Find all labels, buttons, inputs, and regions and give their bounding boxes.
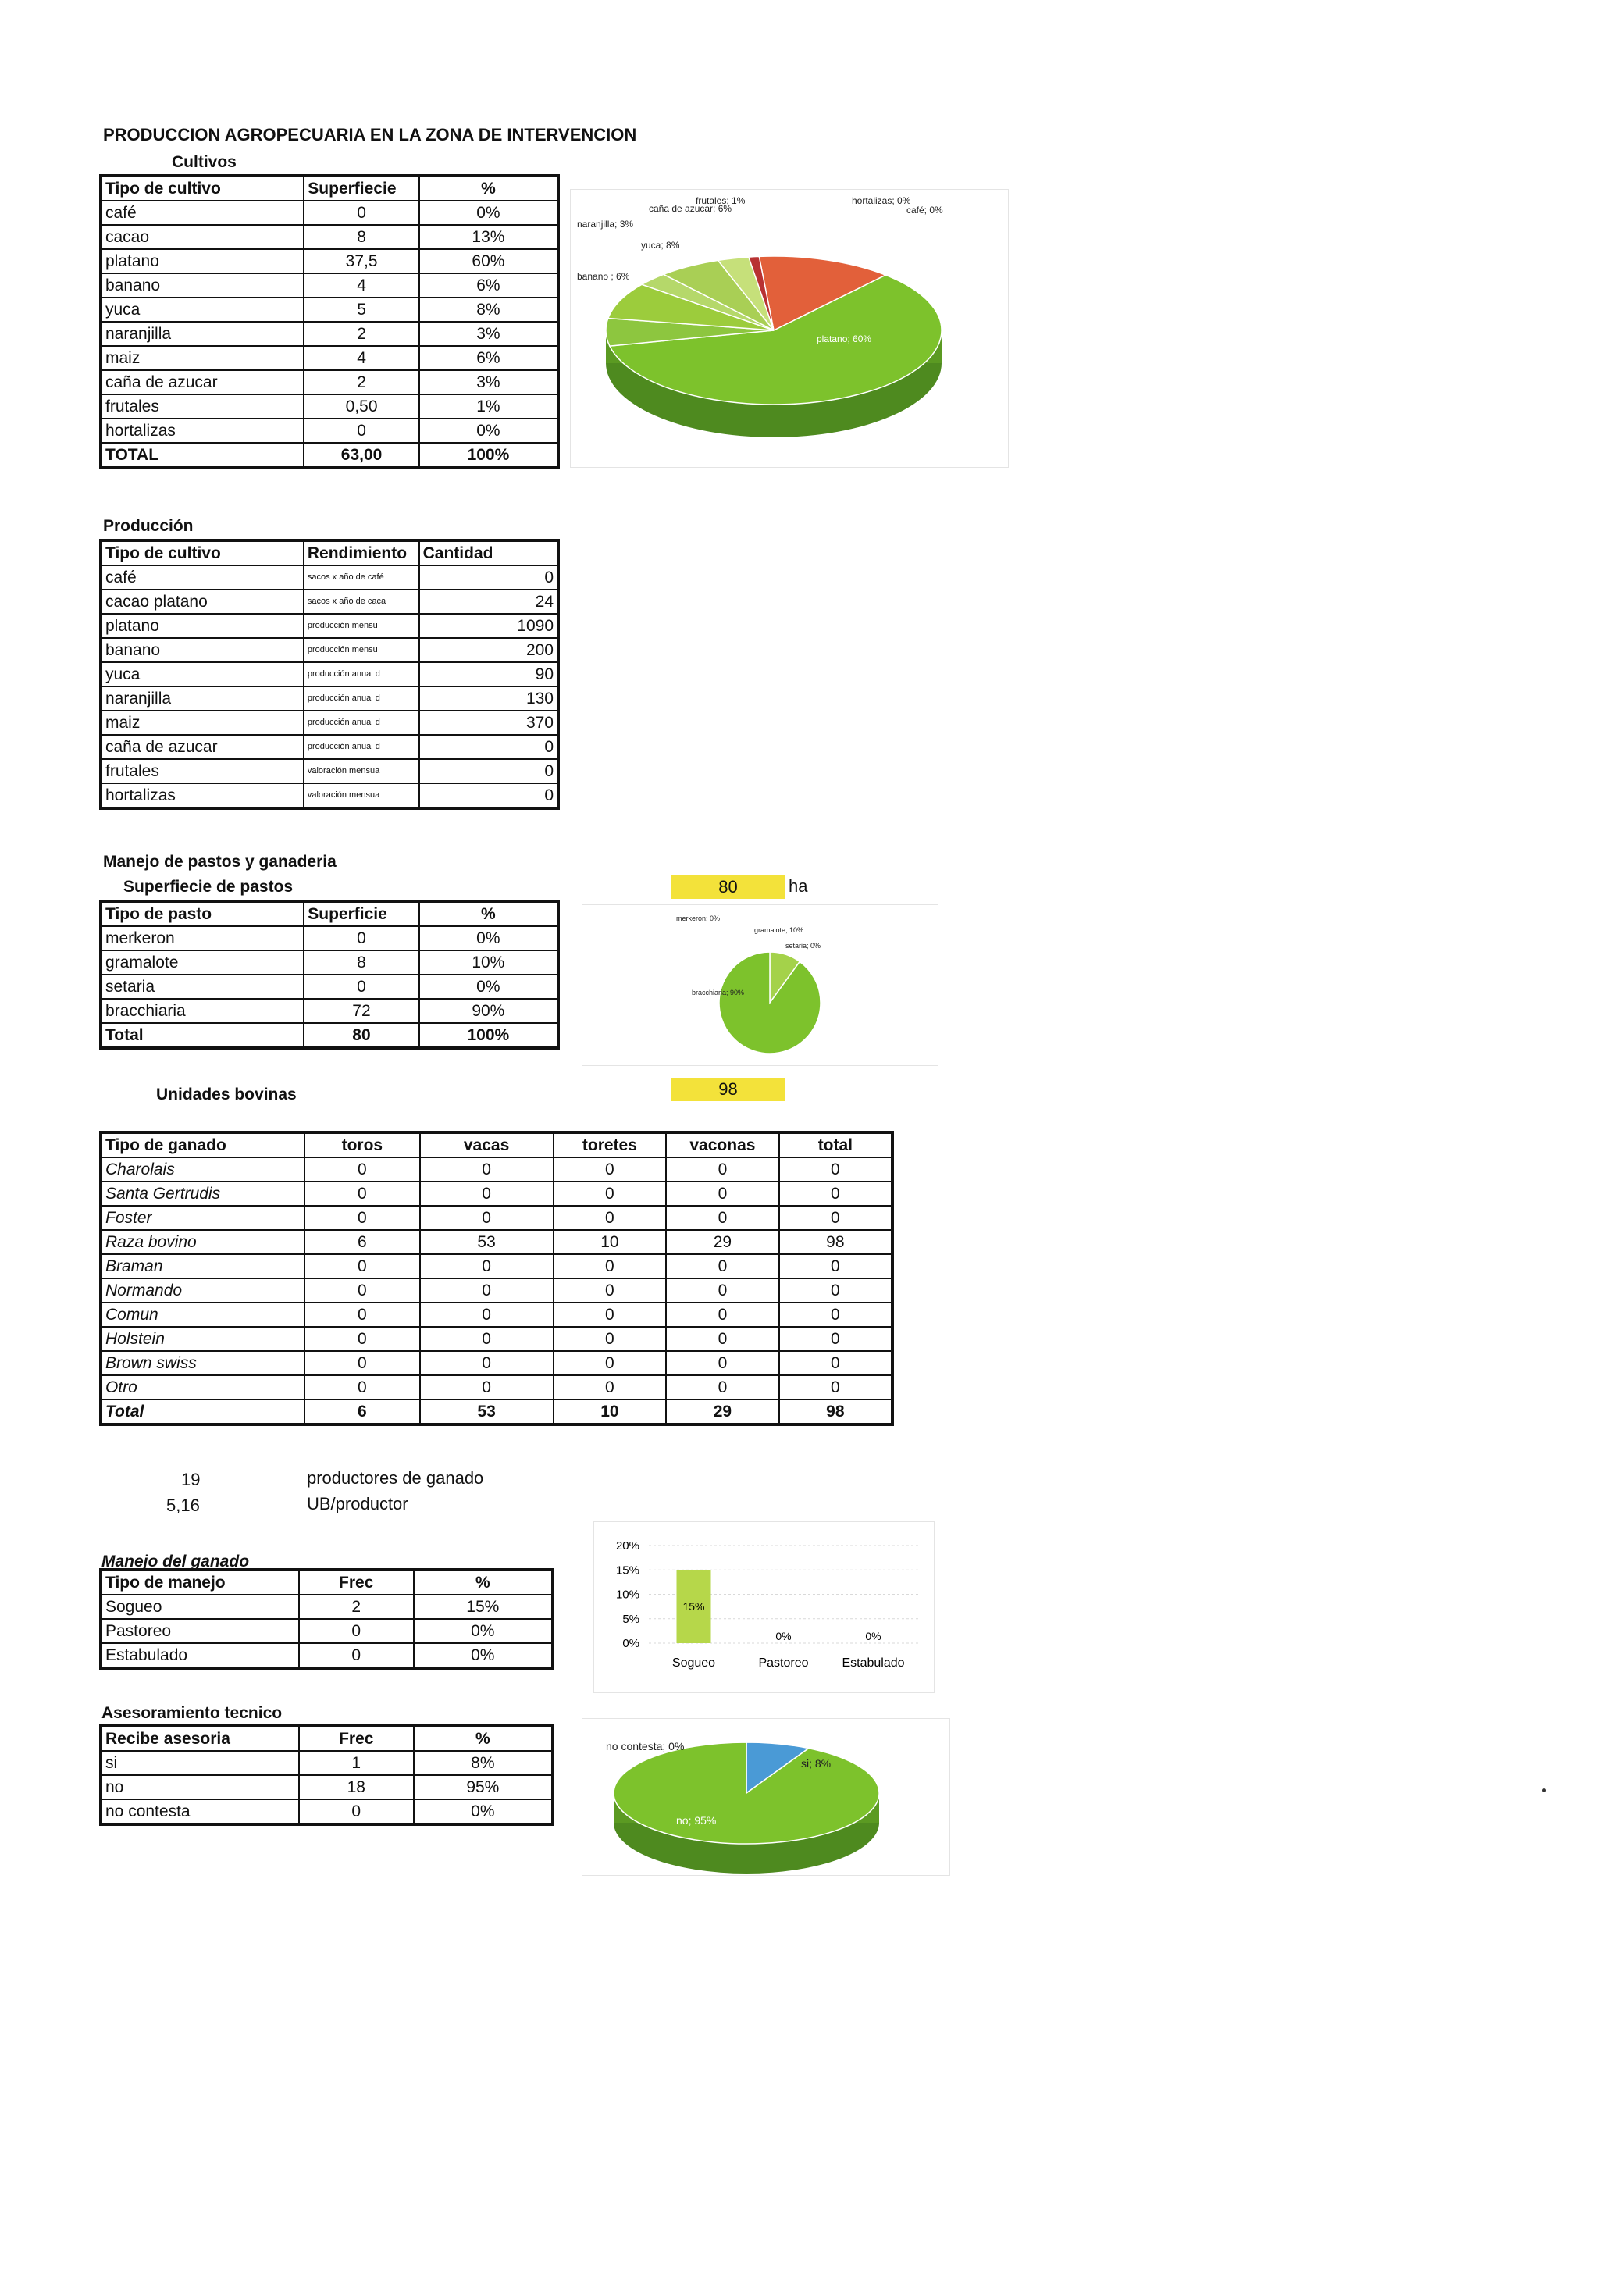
table-cell: 0 bbox=[420, 1182, 554, 1206]
table-cell: Holstein bbox=[101, 1327, 304, 1351]
table-cell: 0 bbox=[299, 1643, 414, 1668]
produccion-column-header: Tipo de cultivo bbox=[101, 540, 304, 565]
table-cell: no bbox=[101, 1775, 299, 1799]
table-cell: 15% bbox=[414, 1595, 553, 1619]
table-cell: hortalizas bbox=[101, 419, 304, 443]
bovinos-column-header: vaconas bbox=[666, 1132, 779, 1157]
table-cell: setaria bbox=[101, 975, 304, 999]
table-cell: 0 bbox=[554, 1254, 666, 1278]
table-cell: 0 bbox=[779, 1351, 892, 1375]
table-cell: 0 bbox=[554, 1327, 666, 1351]
table-cell: 0 bbox=[304, 1157, 419, 1182]
table-cell: 8% bbox=[419, 298, 558, 322]
table-row bbox=[101, 1595, 553, 1619]
table-cell: 0 bbox=[554, 1375, 666, 1399]
pastos-total-unit: ha bbox=[789, 876, 808, 896]
pastos-pie-svg bbox=[582, 905, 938, 1065]
table-row bbox=[101, 735, 558, 759]
table-cell: 10% bbox=[419, 950, 558, 975]
produccion-header-row bbox=[101, 540, 558, 565]
produccion-column-header: Rendimiento bbox=[304, 540, 419, 565]
table-cell: 95% bbox=[414, 1775, 553, 1799]
table-cell: 0 bbox=[420, 1351, 554, 1375]
table-cell: 0 bbox=[420, 1278, 554, 1303]
table-cell: 37,5 bbox=[304, 249, 419, 273]
pie-data-label: platano; 60% bbox=[817, 333, 872, 344]
table-cell: 10 bbox=[554, 1230, 666, 1254]
table-cell: 0 bbox=[420, 1375, 554, 1399]
table-cell: 0 bbox=[779, 1206, 892, 1230]
table-cell: 0 bbox=[420, 1254, 554, 1278]
table-cell: 1 bbox=[299, 1751, 414, 1775]
table-cell: 0% bbox=[414, 1619, 553, 1643]
table-cell: 8 bbox=[304, 950, 418, 975]
table-cell: 0 bbox=[419, 783, 558, 808]
table-row bbox=[101, 249, 558, 273]
pastos-subtitle: Superfiecie de pastos bbox=[123, 878, 294, 896]
table-cell: 0 bbox=[304, 926, 418, 950]
table-cell: yuca bbox=[101, 662, 304, 686]
table-cell: 0 bbox=[304, 1303, 419, 1327]
pastos-header-row bbox=[101, 901, 558, 926]
table-cell: 4 bbox=[304, 273, 419, 298]
table-cell: 2 bbox=[299, 1595, 414, 1619]
cultivos-pie-chart bbox=[570, 189, 1009, 468]
table-cell: 0 bbox=[666, 1157, 779, 1182]
table-cell: Total bbox=[101, 1023, 304, 1048]
table-cell: 0 bbox=[420, 1303, 554, 1327]
manejo-bar-svg bbox=[594, 1522, 934, 1692]
table-cell: 53 bbox=[420, 1230, 554, 1254]
table-cell: 0 bbox=[304, 1375, 419, 1399]
table-cell: 0 bbox=[666, 1182, 779, 1206]
pie-data-label: banano ; 6% bbox=[577, 271, 630, 282]
bovinos-column-header: toros bbox=[304, 1132, 419, 1157]
table-cell: caña de azucar bbox=[101, 370, 304, 394]
table-cell: Brown swiss bbox=[101, 1351, 304, 1375]
table-cell: 0 bbox=[420, 1157, 554, 1182]
produccion-table bbox=[99, 539, 560, 810]
table-cell: café bbox=[101, 201, 304, 225]
table-cell: 0 bbox=[779, 1375, 892, 1399]
pastos-section-title: Manejo de pastos y ganaderia bbox=[103, 853, 337, 871]
table-cell: Foster bbox=[101, 1206, 304, 1230]
pie-slice-no bbox=[614, 1742, 879, 1844]
table-cell: 5 bbox=[304, 298, 419, 322]
table-cell: 90% bbox=[419, 999, 558, 1023]
table-cell: frutales bbox=[101, 759, 304, 783]
table-row bbox=[101, 1182, 892, 1206]
pastos-table bbox=[99, 900, 560, 1050]
table-row bbox=[101, 565, 558, 590]
table-cell: 0 bbox=[666, 1327, 779, 1351]
table-row bbox=[101, 1303, 892, 1327]
table-cell: 0% bbox=[419, 419, 558, 443]
table-cell: 0% bbox=[414, 1799, 553, 1824]
table-cell: 3% bbox=[419, 370, 558, 394]
table-row bbox=[101, 1278, 892, 1303]
table-cell: 0 bbox=[666, 1278, 779, 1303]
pie-data-label: caña de azucar; 6% bbox=[649, 203, 732, 214]
table-cell: 6% bbox=[419, 346, 558, 370]
table-cell: naranjilla bbox=[101, 322, 304, 346]
table-cell: maiz bbox=[101, 711, 304, 735]
table-row bbox=[101, 1375, 892, 1399]
table-cell: Otro bbox=[101, 1375, 304, 1399]
pie-data-label: setaria; 0% bbox=[785, 942, 821, 950]
table-cell: producción mensu bbox=[304, 638, 419, 662]
table-cell: 0 bbox=[666, 1351, 779, 1375]
table-row bbox=[101, 1619, 553, 1643]
table-cell: 0 bbox=[419, 735, 558, 759]
table-cell: Comun bbox=[101, 1303, 304, 1327]
table-cell: yuca bbox=[101, 298, 304, 322]
stat-ub-value: 5,16 bbox=[166, 1496, 200, 1515]
table-cell: 6 bbox=[304, 1399, 419, 1424]
table-row bbox=[101, 950, 558, 975]
table-cell: 200 bbox=[419, 638, 558, 662]
table-cell: 0 bbox=[554, 1351, 666, 1375]
table-row bbox=[101, 394, 558, 419]
cultivos-subtitle: Cultivos bbox=[172, 153, 237, 171]
bovinos-header-row bbox=[101, 1132, 892, 1157]
table-cell: cacao platano bbox=[101, 590, 304, 614]
pie-data-label: hortalizas; 0% bbox=[852, 195, 911, 206]
table-cell: 8 bbox=[304, 225, 419, 249]
table-row bbox=[101, 225, 558, 249]
table-cell: 100% bbox=[419, 1023, 558, 1048]
table-cell: Raza bovino bbox=[101, 1230, 304, 1254]
table-row bbox=[101, 783, 558, 808]
table-row bbox=[101, 1751, 553, 1775]
pie-data-label: naranjilla; 3% bbox=[577, 219, 634, 230]
table-row bbox=[101, 1327, 892, 1351]
table-cell: 0 bbox=[554, 1206, 666, 1230]
stray-dot bbox=[1542, 1788, 1546, 1792]
stat-ub-label: UB/productor bbox=[307, 1494, 408, 1513]
bovinos-column-header: vacas bbox=[420, 1132, 554, 1157]
table-cell: 130 bbox=[419, 686, 558, 711]
manejo-table bbox=[99, 1568, 554, 1670]
table-cell: 0 bbox=[304, 1278, 419, 1303]
asesoramiento-column-header: Frec bbox=[299, 1726, 414, 1751]
bar-data-label: 15% bbox=[682, 1600, 705, 1613]
table-cell: 0% bbox=[414, 1643, 553, 1668]
table-cell: 98 bbox=[779, 1399, 892, 1424]
table-row bbox=[101, 322, 558, 346]
table-cell: 0 bbox=[779, 1182, 892, 1206]
table-cell: banano bbox=[101, 273, 304, 298]
table-cell: 6% bbox=[419, 273, 558, 298]
table-cell: 29 bbox=[666, 1399, 779, 1424]
table-cell: cacao bbox=[101, 225, 304, 249]
stat-productores-value: 19 bbox=[181, 1470, 201, 1489]
cultivos-table bbox=[99, 174, 560, 469]
table-cell: 80 bbox=[304, 1023, 418, 1048]
table-row bbox=[101, 273, 558, 298]
pastos-total-row bbox=[101, 1023, 558, 1048]
table-cell: Normando bbox=[101, 1278, 304, 1303]
cultivos-column-header: Tipo de cultivo bbox=[101, 176, 304, 201]
asesoramiento-column-header: Recibe asesoria bbox=[101, 1726, 299, 1751]
table-cell: 0,50 bbox=[304, 394, 419, 419]
bar-data-label: 0% bbox=[865, 1630, 881, 1642]
table-cell: banano bbox=[101, 638, 304, 662]
bovinos-table bbox=[99, 1131, 894, 1426]
table-cell: 0 bbox=[666, 1206, 779, 1230]
table-cell: 1090 bbox=[419, 614, 558, 638]
pie-data-label: si; 8% bbox=[801, 1757, 832, 1770]
table-cell: 0 bbox=[779, 1254, 892, 1278]
y-tick-label: 5% bbox=[622, 1612, 639, 1626]
table-cell: 3% bbox=[419, 322, 558, 346]
manejo-header-row bbox=[101, 1570, 553, 1595]
bovinos-column-header: total bbox=[779, 1132, 892, 1157]
cultivos-pie-svg bbox=[571, 190, 1008, 467]
table-cell: 0 bbox=[666, 1254, 779, 1278]
table-row bbox=[101, 926, 558, 950]
table-row bbox=[101, 419, 558, 443]
table-cell: 0 bbox=[666, 1303, 779, 1327]
manejo-column-header: Frec bbox=[299, 1570, 414, 1595]
table-row bbox=[101, 1351, 892, 1375]
table-cell: 29 bbox=[666, 1230, 779, 1254]
table-cell: bracchiaria bbox=[101, 999, 304, 1023]
table-cell: 53 bbox=[420, 1399, 554, 1424]
cultivos-header-row bbox=[101, 176, 558, 201]
table-cell: TOTAL bbox=[101, 443, 304, 468]
table-cell: 0 bbox=[419, 759, 558, 783]
x-tick-label: Estabulado bbox=[842, 1656, 905, 1670]
pie-data-label: no; 95% bbox=[676, 1814, 717, 1827]
table-cell: 0 bbox=[304, 975, 418, 999]
table-cell: 0 bbox=[420, 1327, 554, 1351]
table-cell: producción anual d bbox=[304, 711, 419, 735]
table-cell: Santa Gertrudis bbox=[101, 1182, 304, 1206]
table-cell: Braman bbox=[101, 1254, 304, 1278]
table-cell: 60% bbox=[419, 249, 558, 273]
bar-data-label: 0% bbox=[775, 1630, 792, 1642]
table-cell: naranjilla bbox=[101, 686, 304, 711]
table-cell: 0 bbox=[779, 1157, 892, 1182]
table-row bbox=[101, 1254, 892, 1278]
pastos-total-value: 80 bbox=[671, 875, 785, 899]
table-cell: 2 bbox=[304, 322, 419, 346]
table-row bbox=[101, 1775, 553, 1799]
table-row bbox=[101, 1206, 892, 1230]
table-cell: 100% bbox=[419, 443, 558, 468]
table-cell: 0 bbox=[304, 419, 419, 443]
table-cell: 0 bbox=[779, 1278, 892, 1303]
table-cell: 0 bbox=[304, 201, 419, 225]
manejo-column-header: % bbox=[414, 1570, 553, 1595]
asesoramiento-table bbox=[99, 1724, 554, 1826]
table-cell: 0% bbox=[419, 201, 558, 225]
table-cell: 13% bbox=[419, 225, 558, 249]
table-cell: 98 bbox=[779, 1230, 892, 1254]
table-cell: valoración mensua bbox=[304, 759, 419, 783]
pastos-pie-chart bbox=[582, 904, 938, 1066]
asesoramiento-pie-chart bbox=[582, 1718, 950, 1876]
table-cell: producción anual d bbox=[304, 686, 419, 711]
table-cell: sacos x año de café bbox=[304, 565, 419, 590]
pie-data-label: no contesta; 0% bbox=[606, 1740, 685, 1752]
table-cell: 0 bbox=[554, 1303, 666, 1327]
pastos-column-header: % bbox=[419, 901, 558, 926]
table-row bbox=[101, 975, 558, 999]
table-row bbox=[101, 759, 558, 783]
table-cell: producción anual d bbox=[304, 662, 419, 686]
table-cell: 0% bbox=[419, 975, 558, 999]
asesoramiento-column-header: % bbox=[414, 1726, 553, 1751]
pie-data-label: merkeron; 0% bbox=[676, 914, 721, 922]
table-cell: Total bbox=[101, 1399, 304, 1424]
table-cell: 0 bbox=[420, 1206, 554, 1230]
table-cell: si bbox=[101, 1751, 299, 1775]
table-row bbox=[101, 1157, 892, 1182]
table-cell: 0 bbox=[304, 1351, 419, 1375]
manejo-bar-chart bbox=[593, 1521, 935, 1693]
pie-data-label: gramalote; 10% bbox=[754, 926, 804, 934]
table-cell: frutales bbox=[101, 394, 304, 419]
table-cell: 0 bbox=[304, 1182, 419, 1206]
bovinos-column-header: toretes bbox=[554, 1132, 666, 1157]
table-row bbox=[101, 346, 558, 370]
asesoramiento-subtitle: Asesoramiento tecnico bbox=[102, 1704, 283, 1722]
table-cell: hortalizas bbox=[101, 783, 304, 808]
table-cell: no contesta bbox=[101, 1799, 299, 1824]
table-cell: 0 bbox=[299, 1799, 414, 1824]
pastos-column-header: Superficie bbox=[304, 901, 418, 926]
table-row bbox=[101, 711, 558, 735]
pie-data-label: bracchiaria; 90% bbox=[692, 989, 745, 996]
table-cell: maiz bbox=[101, 346, 304, 370]
table-cell: 0 bbox=[554, 1278, 666, 1303]
cultivos-total-row bbox=[101, 443, 558, 468]
table-cell: 0 bbox=[304, 1327, 419, 1351]
table-cell: 0 bbox=[419, 565, 558, 590]
table-cell: 6 bbox=[304, 1230, 419, 1254]
table-cell: Sogueo bbox=[101, 1595, 299, 1619]
table-row bbox=[101, 686, 558, 711]
table-cell: 1% bbox=[419, 394, 558, 419]
table-cell: 0 bbox=[554, 1182, 666, 1206]
table-row bbox=[101, 298, 558, 322]
y-tick-label: 15% bbox=[615, 1563, 639, 1578]
cultivos-column-header: % bbox=[419, 176, 558, 201]
manejo-column-header: Tipo de manejo bbox=[101, 1570, 299, 1595]
pie-data-label: café; 0% bbox=[906, 205, 943, 216]
x-tick-label: Pastoreo bbox=[758, 1656, 809, 1670]
table-cell: café bbox=[101, 565, 304, 590]
table-cell: platano bbox=[101, 249, 304, 273]
table-cell: merkeron bbox=[101, 926, 304, 950]
produccion-column-header: Cantidad bbox=[419, 540, 558, 565]
table-cell: Estabulado bbox=[101, 1643, 299, 1668]
table-cell: 72 bbox=[304, 999, 418, 1023]
table-cell: valoración mensua bbox=[304, 783, 419, 808]
table-row bbox=[101, 370, 558, 394]
table-cell: 18 bbox=[299, 1775, 414, 1799]
pie-slice-bracchiaria bbox=[719, 952, 821, 1054]
bovinos-label: Unidades bovinas bbox=[156, 1086, 297, 1103]
table-row bbox=[101, 662, 558, 686]
y-tick-label: 20% bbox=[615, 1539, 639, 1553]
cultivos-column-header: Superfiecie bbox=[304, 176, 419, 201]
pie-data-label: frutales; 1% bbox=[696, 195, 746, 206]
table-cell: 24 bbox=[419, 590, 558, 614]
table-cell: 0 bbox=[554, 1157, 666, 1182]
table-cell: producción mensu bbox=[304, 614, 419, 638]
table-cell: producción anual d bbox=[304, 735, 419, 759]
bovinos-column-header: Tipo de ganado bbox=[101, 1132, 304, 1157]
table-row bbox=[101, 638, 558, 662]
table-row bbox=[101, 1230, 892, 1254]
table-cell: 0 bbox=[779, 1303, 892, 1327]
manejo-subtitle: Manejo del ganado bbox=[102, 1553, 250, 1570]
table-row bbox=[101, 201, 558, 225]
table-cell: 4 bbox=[304, 346, 419, 370]
table-row bbox=[101, 999, 558, 1023]
stat-productores-label: productores de ganado bbox=[307, 1468, 484, 1488]
table-row bbox=[101, 614, 558, 638]
asesoramiento-header-row bbox=[101, 1726, 553, 1751]
table-cell: 0 bbox=[299, 1619, 414, 1643]
y-tick-label: 0% bbox=[622, 1637, 639, 1650]
bovinos-value: 98 bbox=[671, 1078, 785, 1101]
table-cell: 10 bbox=[554, 1399, 666, 1424]
table-cell: Charolais bbox=[101, 1157, 304, 1182]
table-row bbox=[101, 1643, 553, 1668]
table-cell: 0% bbox=[419, 926, 558, 950]
y-tick-label: 10% bbox=[615, 1588, 639, 1602]
asesoramiento-pie-svg bbox=[582, 1719, 949, 1875]
table-row bbox=[101, 590, 558, 614]
table-cell: 63,00 bbox=[304, 443, 419, 468]
table-cell: platano bbox=[101, 614, 304, 638]
page-title: PRODUCCION AGROPECUARIA EN LA ZONA DE INTERVENCION bbox=[103, 125, 637, 144]
table-cell: caña de azucar bbox=[101, 735, 304, 759]
table-cell: 8% bbox=[414, 1751, 553, 1775]
table-cell: 0 bbox=[304, 1206, 419, 1230]
table-cell: 370 bbox=[419, 711, 558, 735]
pastos-column-header: Tipo de pasto bbox=[101, 901, 304, 926]
produccion-subtitle: Producción bbox=[103, 517, 194, 535]
table-cell: 0 bbox=[666, 1375, 779, 1399]
table-cell: 0 bbox=[779, 1327, 892, 1351]
pie-data-label: cacao ; 13% bbox=[735, 244, 787, 255]
bovinos-total-row bbox=[101, 1399, 892, 1424]
table-cell: sacos x año de caca bbox=[304, 590, 419, 614]
x-tick-label: Sogueo bbox=[671, 1656, 716, 1670]
pie-data-label: yuca; 8% bbox=[641, 240, 680, 251]
table-row bbox=[101, 1799, 553, 1824]
table-cell: gramalote bbox=[101, 950, 304, 975]
table-cell: 2 bbox=[304, 370, 419, 394]
table-cell: 90 bbox=[419, 662, 558, 686]
table-cell: 0 bbox=[304, 1254, 419, 1278]
table-cell: Pastoreo bbox=[101, 1619, 299, 1643]
